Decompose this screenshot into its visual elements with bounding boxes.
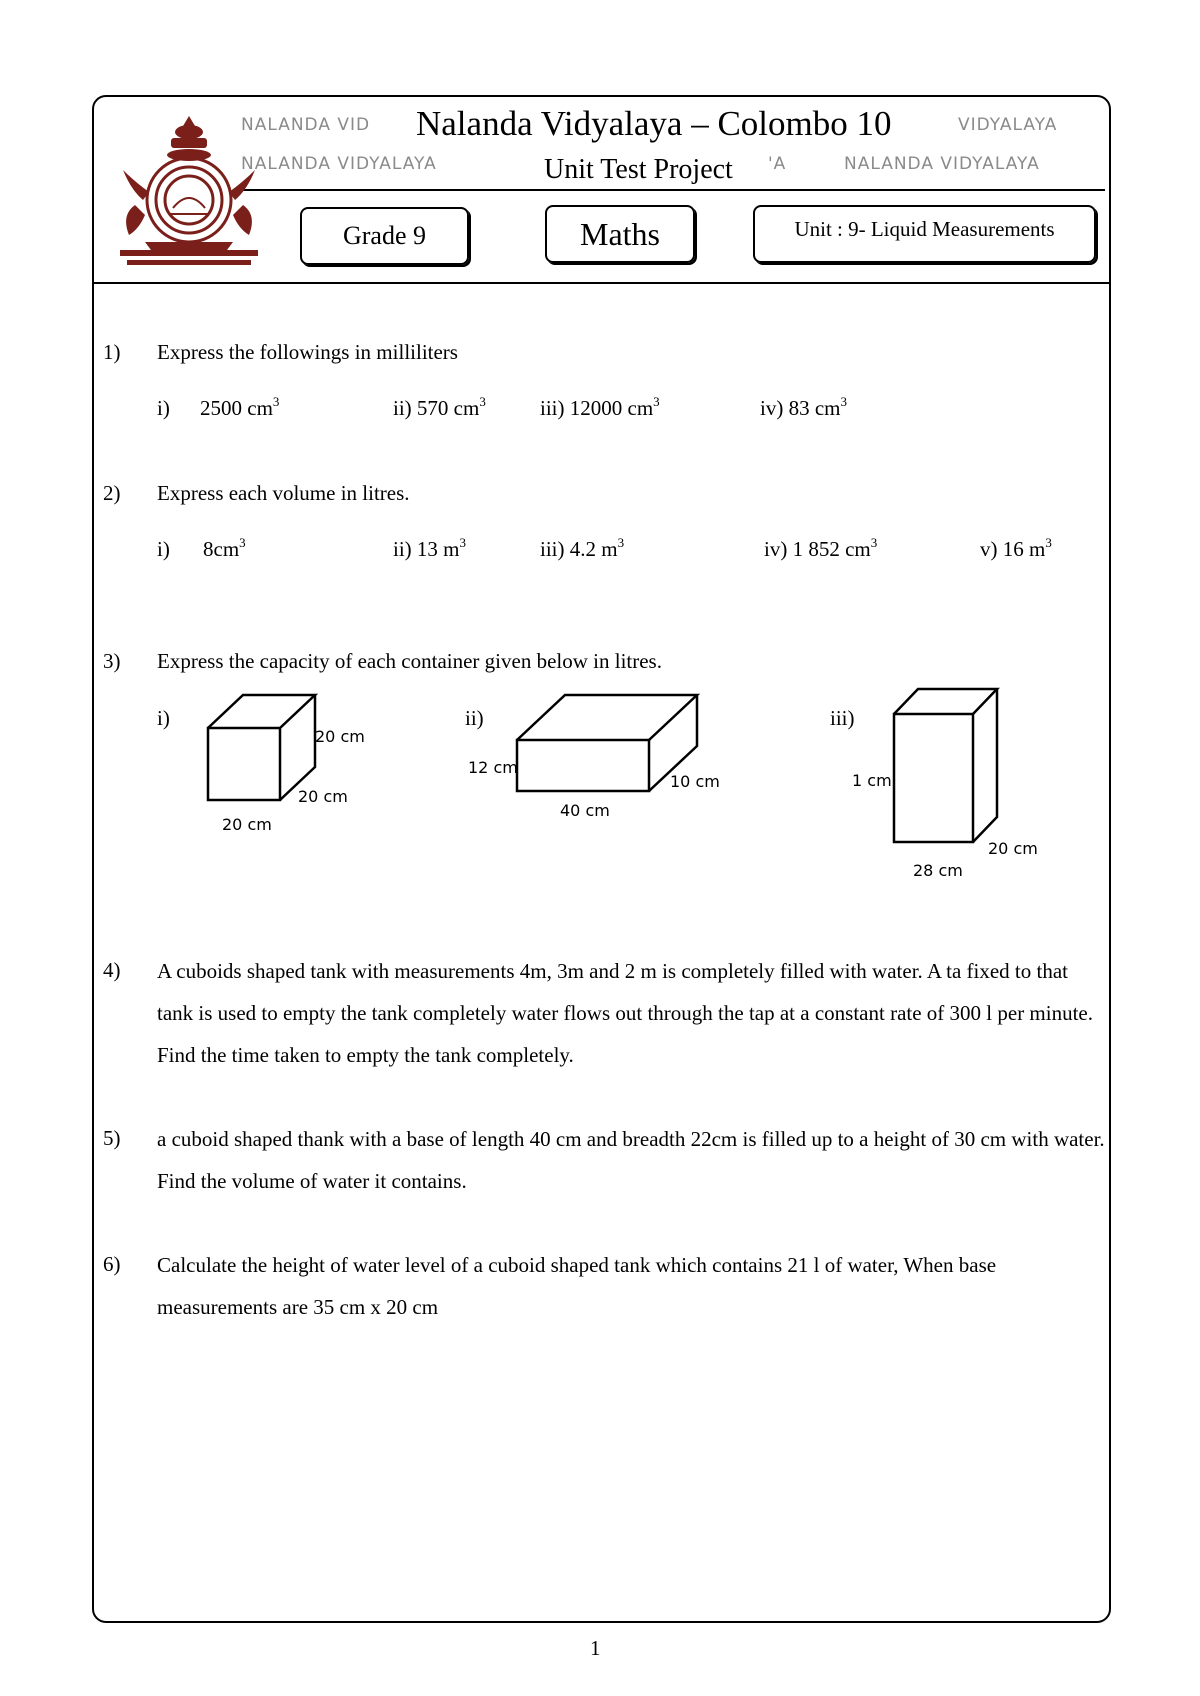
- subject-box: Maths: [545, 205, 695, 263]
- dimension-label: 1 cm: [852, 771, 892, 790]
- question-text: Express each volume in litres.: [157, 481, 410, 505]
- question-text: A cuboids shaped tank with measurements 4m, 3m and 2 m is completely filled with water. A ta fixed to that tank is used to empty the tank completely water flows out through the tap at a constant rate of 300 l per minute. Find the time taken to empty the tank completely.: [157, 959, 1094, 1067]
- dimension-label: 20 cm: [298, 787, 348, 806]
- question-number: 4): [103, 958, 121, 982]
- dimension-label: 40 cm: [560, 801, 610, 820]
- list-item: i): [157, 396, 170, 420]
- dimension-label: 12 cm: [468, 758, 518, 777]
- header-divider: [240, 189, 1105, 191]
- grade-box: Grade 9: [300, 207, 469, 265]
- page-number: 1: [590, 1636, 601, 1660]
- project-title: Unit Test Project: [540, 154, 737, 186]
- question-text: Calculate the height of water level of a cuboid shaped tank which contains 21 l of water, When base measurements are 35 cm x 20 cm: [157, 1253, 997, 1319]
- list-item: ii) 13 $m^3$: [393, 535, 467, 561]
- list-item: iv) 83 $cm^3$: [760, 394, 847, 420]
- list-item: $8cm^3$: [203, 535, 246, 561]
- tall-cuboid-figure: [840, 683, 1050, 888]
- dimension-label: 10 cm: [670, 772, 720, 791]
- watermark-text: NALANDA VIDYALAYA: [844, 154, 1040, 174]
- dimension-label: 20 cm: [222, 815, 272, 834]
- figure-label: iii): [830, 706, 855, 730]
- question-text: Express the followings in milliliters: [157, 340, 458, 364]
- unit-box: Unit : 9- Liquid Measurements: [753, 205, 1096, 263]
- dimension-label: 20 cm: [315, 727, 365, 746]
- list-item: v) 16 $m^3$: [980, 535, 1052, 561]
- dimension-label: 28 cm: [913, 861, 963, 880]
- watermark-text: NALANDA VIDYALAYA: [241, 154, 437, 174]
- list-item: 2500 $cm^3$: [200, 394, 280, 420]
- figure-label: i): [157, 706, 170, 730]
- question-text: Express the capacity of each container given below in litres.: [157, 649, 662, 673]
- header-bottom-divider: [94, 282, 1109, 284]
- figure-label: ii): [465, 706, 484, 730]
- list-item: iii) 4.2 $m^3$: [540, 535, 625, 561]
- dimension-label: 20 cm: [988, 839, 1038, 858]
- list-item: i): [157, 537, 170, 561]
- question-number: 5): [103, 1126, 121, 1150]
- school-name: Nalanda Vidyalaya – Colombo 10: [412, 104, 896, 144]
- cube-figure: [200, 690, 370, 840]
- watermark-text: NALANDA VID: [241, 115, 371, 135]
- watermark-text: 'A: [768, 154, 787, 174]
- question-number: 2): [103, 481, 121, 505]
- list-item: ii) 570 $cm^3$: [393, 394, 486, 420]
- list-item: iv) 1 852 $cm^3$: [764, 535, 878, 561]
- list-item: iii) 12000 $cm^3$: [540, 394, 660, 420]
- question-number: 1): [103, 340, 121, 364]
- question-text: a cuboid shaped thank with a base of length 40 cm and breadth 22cm is filled up to a height of 30 cm with water. Find the volume of water it contains.: [157, 1127, 1105, 1193]
- cuboid-figure: [460, 690, 720, 825]
- watermark-text: VIDYALAYA: [958, 115, 1058, 135]
- question-number: 6): [103, 1252, 121, 1276]
- question-number: 3): [103, 649, 121, 673]
